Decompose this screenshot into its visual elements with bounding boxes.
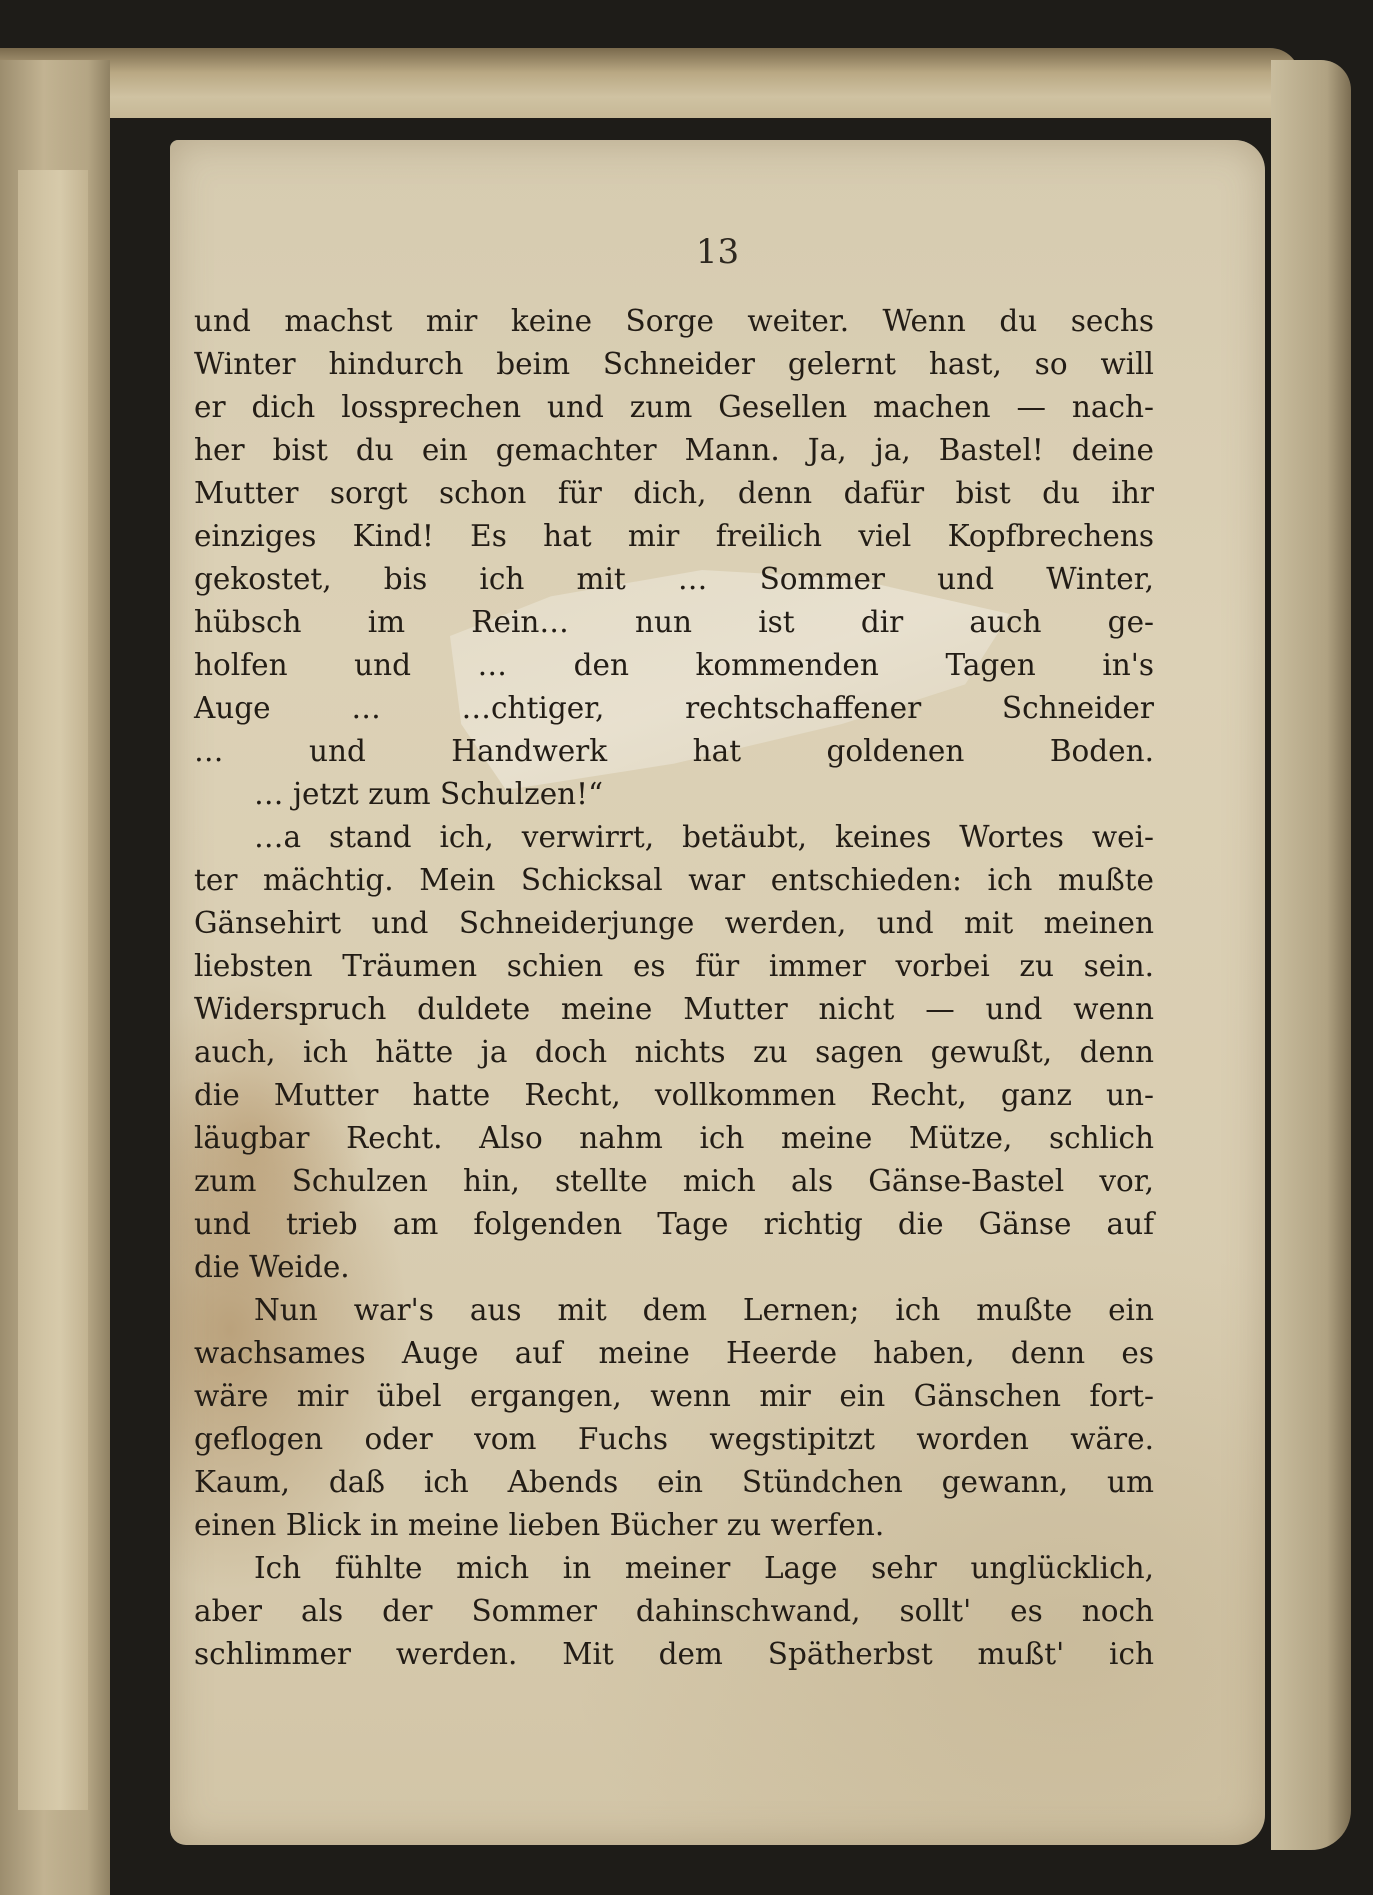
text-line: ter mächtig. Mein Schicksal war entschieden: ich mußte (194, 863, 1154, 897)
text-line: geflogen oder vom Fuchs wegstipitzt worden wäre. (194, 1422, 1154, 1456)
text-line: wachsames Auge auf meine Heerde haben, denn es (194, 1336, 1154, 1370)
text-line: einen Blick in meine lieben Bücher zu werfen. (194, 1508, 885, 1542)
text-line: Widerspruch duldete meine Mutter nicht — und wenn (194, 992, 1154, 1026)
book-page (170, 140, 1265, 1845)
text-line: Kaum, daß ich Abends ein Stündchen gewann, um (194, 1465, 1154, 1499)
text-line: Nun war's aus mit dem Lernen; ich mußte ein (254, 1293, 1154, 1327)
text-line: hübsch im Rein… nun ist dir auch ge- (194, 605, 1154, 639)
text-line: aber als der Sommer dahinschwand, sollt' es noch (194, 1594, 1154, 1628)
text-line: einziges Kind! Es hat mir freilich viel Kopfbrechens (194, 519, 1154, 553)
text-line: … jetzt zum Schulzen!“ (254, 777, 604, 811)
page-number: 13 (695, 232, 740, 272)
text-line: wäre mir übel ergangen, wenn mir ein Gänschen fort- (194, 1379, 1154, 1413)
page-text (194, 300, 1154, 1676)
text-line: liebsten Träumen schien es für immer vorbei zu sein. (194, 949, 1154, 983)
text-line: …a stand ich, verwirrt, betäubt, keines Wortes wei- (254, 820, 1154, 854)
text-line: läugbar Recht. Also nahm ich meine Mütze, schlich (194, 1121, 1154, 1155)
text-line: zum Schulzen hin, stellte mich als Gänse-Bastel vor, (194, 1164, 1154, 1198)
text-line: Auge … …chtiger, rechtschaffener Schneider (194, 691, 1154, 725)
text-line: Winter hindurch beim Schneider gelernt hast, so will (194, 347, 1154, 381)
text-line: und machst mir keine Sorge weiter. Wenn du sechs (194, 304, 1154, 338)
book-cover-top-edge (0, 48, 1300, 118)
text-line: die Weide. (194, 1250, 350, 1284)
book-cover-right-edge (1271, 60, 1351, 1850)
text-line: die Mutter hatte Recht, vollkommen Recht, ganz un- (194, 1078, 1154, 1112)
text-line: und trieb am folgenden Tage richtig die Gänse auf (194, 1207, 1154, 1241)
text-line: er dich lossprechen und zum Gesellen machen — nach- (194, 390, 1154, 424)
text-line: holfen und … den kommenden Tagen in's (194, 648, 1154, 682)
text-line: gekostet, bis ich mit … Sommer und Winter, (194, 562, 1154, 596)
text-line: Gänsehirt und Schneiderjunge werden, und mit meinen (194, 906, 1154, 940)
text-line: auch, ich hätte ja doch nichts zu sagen gewußt, denn (194, 1035, 1154, 1069)
text-line: schlimmer werden. Mit dem Spätherbst mußt' ich (194, 1637, 1154, 1671)
text-line: Ich fühlte mich in meiner Lage sehr unglücklich, (254, 1551, 1154, 1585)
text-line: Mutter sorgt schon für dich, denn dafür bist du ihr (194, 476, 1154, 510)
text-line: … und Handwerk hat goldenen Boden. (194, 734, 1154, 768)
book-spine-left (0, 60, 110, 1895)
text-line: her bist du ein gemachter Mann. Ja, ja, Bastel! deine (194, 433, 1154, 467)
book-spine-inner (18, 170, 88, 1810)
